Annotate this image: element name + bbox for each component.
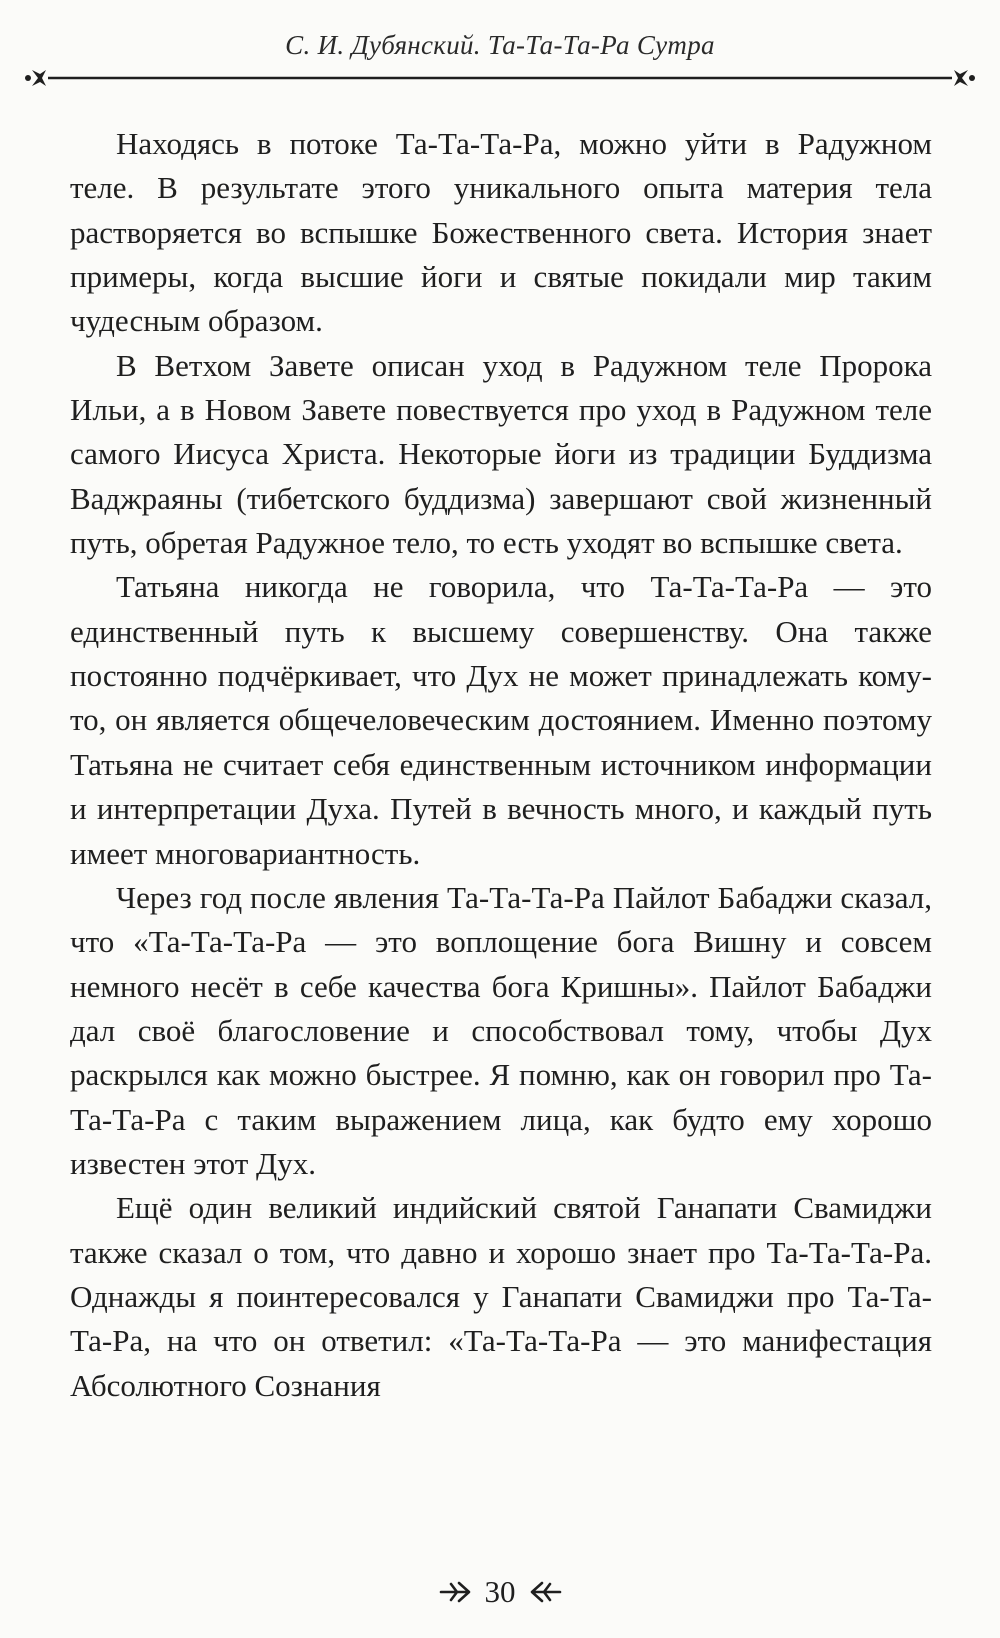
running-head: С. И. Дубянский. Та-Та-Та-Ра Сутра [285, 30, 715, 60]
right-ornament-icon [954, 70, 975, 86]
paragraph: В Ветхом Завете описан уход в Радужном теле Пророка Ильи, а в Новом Завете повествуется про уход в Радужном теле самого Иисуса Христа. Некоторые йоги из традиции Буддизма Ваджраяны (тибетского буддизма) завершают свой жизненный путь, обретая Радужное тело, то есть уходят во вспышке света. [70, 347, 932, 561]
left-ornament-icon [25, 70, 46, 86]
paragraph: Через год после явления Та-Та-Та-Ра Пайлот Бабаджи сказал, что «Та-Та-Та-Ра — это воплощение бога Вишну и совсем немного несёт в себе качества бога Кришны». Пайлот Бабаджи дал своё благословение и способствовал тому, чтобы Дух раскрылся как можно быстрее. Я помню, как он говорил про Та-Та-Та-Ра с таким выражением лица, как будто ему хорошо известен этот Дух. [70, 879, 932, 1181]
page-number: 30 [484, 1574, 516, 1609]
right-arrow-ornament-icon [530, 1577, 564, 1607]
paragraph: Находясь в потоке Та-Та-Та-Ра, можно уйти в Радужном теле. В результате этого уникального опыта материя тела растворяется во вспышке Божественного света. История знает примеры, когда высшие йоги и святые покидали мир таким чудесным образом. [70, 126, 932, 339]
left-arrow-ornament-icon [437, 1577, 471, 1607]
paragraph: Татьяна никогда не говорила, что Та-Та-Та-Ра — это единственный путь к высшему совершенству. Она также постоянно подчёркивает, что Дух не может принадлежать кому-то, он является общечеловеческим достоянием. Именно поэтому Татьяна не считает себя единственным источником информации и интерпретации Духа. Путей в вечность много, и каждый путь имеет многовариантность. [70, 569, 932, 871]
body-text [70, 122, 932, 1408]
header-ornament-rule [22, 60, 978, 96]
paragraph: Ещё один великий индийский святой Ганапати Свамиджи также сказал о том, что давно и хорошо знает про Та-Та-Та-Ра. Однажды я поинтересовался у Ганапати Свамиджи про Та-Та-Та-Ра, на что он ответил: «Та-Та-Та-Ра — это манифестация Абсолютного Сознания [70, 1190, 932, 1403]
page-footer [0, 1566, 1000, 1618]
